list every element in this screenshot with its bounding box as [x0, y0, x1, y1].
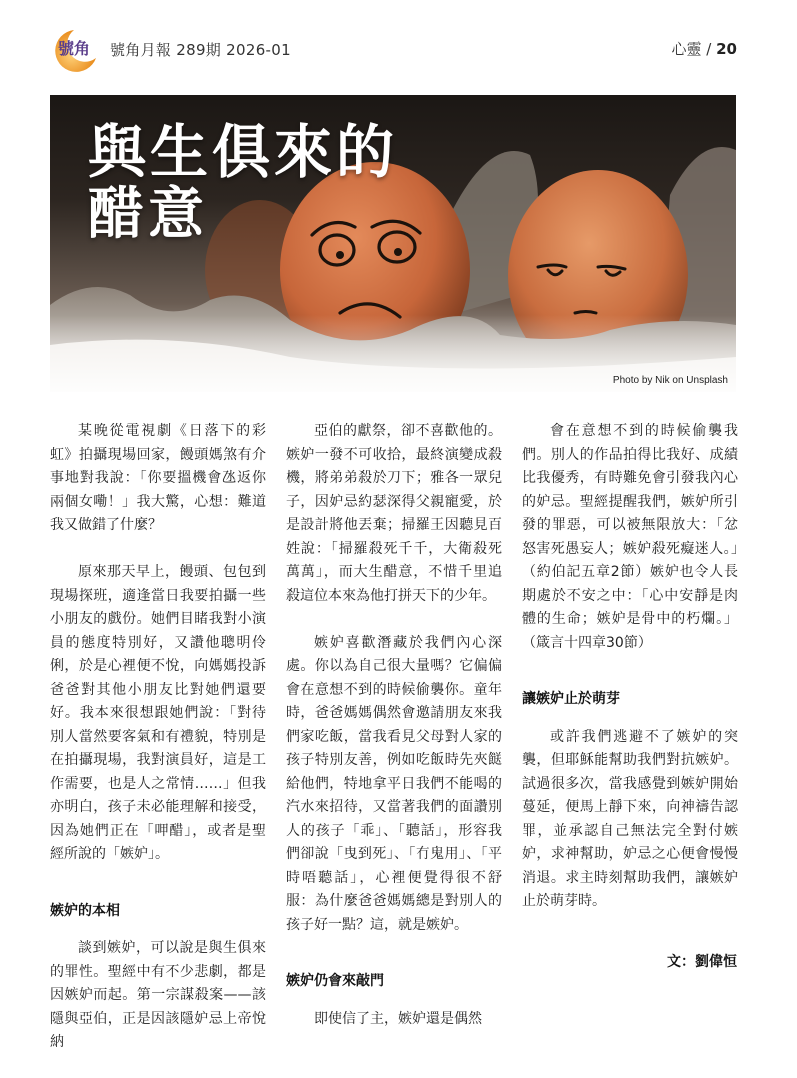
hero-title-line1: 與生俱來的 [88, 118, 399, 186]
subheading: 嫉妒仍會來敲門 [286, 973, 384, 989]
paragraph: 某晚從電視劇《日落下的彩虹》拍攝現場回家，饅頭媽煞有介事地對我說：「你要搵機會氹返你兩個女嘞！」我大驚，心想：難道我又做錯了什麼？ [50, 423, 266, 533]
article-column-2 [286, 420, 502, 1055]
author-credit: 文：劉偉恒 [667, 954, 737, 970]
section-label [671, 38, 737, 59]
page-header [0, 0, 797, 90]
paragraph: 嫉妒喜歡潛藏於我們內心深處。你以為自己很大量嗎？它偏偏會在意想不到的時候偷襲你。童年時，爸爸媽媽偶然會邀請朋友來我們家吃飯，當我看見父母對人家的孩子特別友善，例如吃飯時先夾餸給他們，特地拿平日我們不能喝的汽水來招待，又當著我們的面讚別人的孩子「乖」、「聽話」，形容我們卻說「曳到死」、「冇鬼用」、「平時唔聽話」，心裡便覺得很不舒服：為什麼爸爸媽媽總是對別人的孩子好一點？這，就是嫉妒。 [286, 634, 502, 933]
subheading: 讓嫉妒止於萌芽 [522, 691, 620, 707]
moon-logo-icon [50, 28, 98, 72]
hero-title-line2: 醋意 [88, 182, 208, 247]
page-number: 20 [716, 40, 737, 58]
paragraph: 談到嫉妒，可以說是與生俱來的罪性。聖經中有不少悲劇，都是因嫉妒而起。第一宗謀殺案——該隱與亞伯，正是因該隱妒忌上帝悅納 [50, 940, 266, 1050]
publication-info: 號角月報 289期 2026-01 [110, 41, 291, 59]
paragraph: 原來那天早上，饅頭、包包到現場探班，適逢當日我要拍攝一些小朋友的戲份。她們目睹我對小演員的態度特別好，又讚他聰明伶俐，於是心裡便不悅，向媽媽投訴爸爸對其他小朋友比對她們還要好。我本來很想跟她們說：「對待別人當然要客氣和有禮貌，特別是在拍攝現場，我對演員好，這是工作需要，也是人之常情……」但我亦明白，孩子未必能理解和接受，因為她們正在「呷醋」，或者是聖經所說的「嫉妒」。 [50, 564, 266, 862]
logo-text: 號角 [58, 39, 91, 58]
subheading: 嫉妒的本相 [50, 902, 120, 919]
paragraph: 即使信了主，嫉妒還是偶然 [314, 1010, 482, 1027]
paragraph: 會在意想不到的時候偷襲我們。別人的作品拍得比我好、成績比我優秀，有時難免會引發我內心的妒忌。聖經提醒我們，嫉妒所引發的罪惡，可以被無限放大：「忿怒害死愚妄人；嫉妒殺死癡迷人。」（約伯記五章2節）嫉妒也令人長期處於不安之中：「心中安靜是肉體的生命；嫉妒是骨中的朽爛。」（箴言十四章30節） [522, 423, 738, 651]
publication-logo [50, 28, 98, 72]
section-name: 心靈 [671, 40, 702, 58]
photo-credit: Photo by Nik on Unsplash [612, 375, 728, 386]
paragraph: 亞伯的獻祭，卻不喜歡他的。嫉妒一發不可收拾，最終演變成殺機，將弟弟殺於刀下；雅各一眾兒子，因妒忌約瑟深得父親寵愛，於是設計將他丟棄；掃羅王因聽見百姓說：「掃羅殺死千千，大衛殺死萬萬」，而大生醋意，不惜千里追殺這位本來為他打拼天下的少年。 [286, 423, 502, 604]
hero-image [50, 95, 736, 392]
separator: / [706, 40, 712, 58]
paragraph: 或許我們逃避不了嫉妒的突襲，但耶穌能幫助我們對抗嫉妒。試過很多次，當我感覺到嫉妒開始蔓延，便馬上靜下來，向神禱告認罪，並承認自己無法完全對付嫉妒，求神幫助，妒忌之心便會慢慢消退。求主時刻幫助我們，讓嫉妒止於萌芽時。 [522, 728, 738, 909]
article-column-3 [522, 420, 738, 937]
article-column-1 [50, 420, 266, 1078]
